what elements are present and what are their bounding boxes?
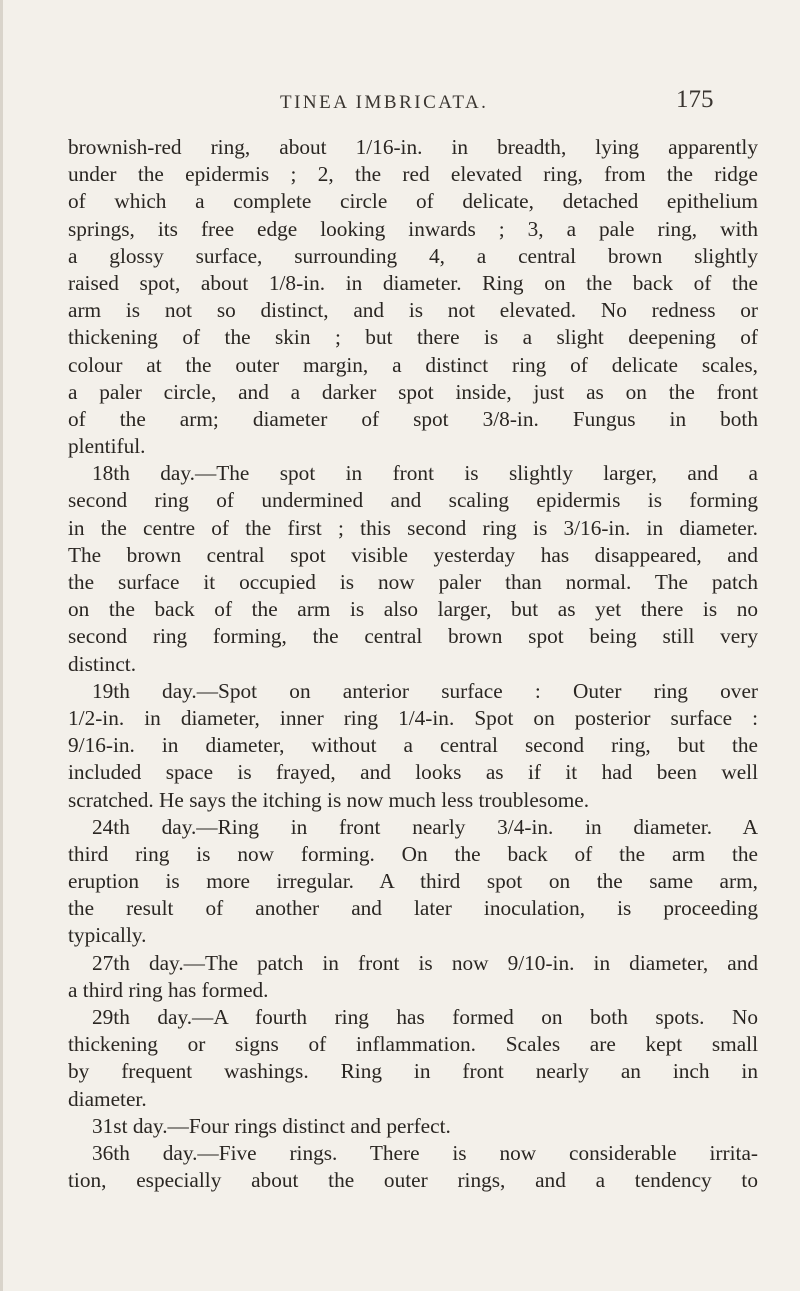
text-line: diameter. [68, 1086, 147, 1111]
text-line: included space is frayed, and looks as if it had been well [68, 760, 758, 785]
text-line: of which a complete circle of delicate, detached epithelium [68, 189, 758, 214]
text-line: scratched. He says the itching is now much less troublesome. [68, 787, 590, 812]
text-line: 18th day.—The spot in front is slightly larger, and a [92, 461, 758, 486]
text-line: 29th day.—A fourth ring has formed on both spots. No [92, 1005, 758, 1029]
text-line: 36th day.—Five rings. There is now considerable irrita- [92, 1140, 758, 1165]
text-line: 9/16-in. in diameter, without a central second ring, but the [68, 733, 758, 758]
text-line: plentiful. [68, 434, 146, 459]
page-edge [0, 0, 3, 1291]
text-line: 31st day.—Four rings distinct and perfect. [92, 1113, 451, 1138]
text-line: brownish-red ring, about 1/16-in. in breadth, lying apparently [68, 135, 758, 159]
text-line: second ring of undermined and scaling epidermis is forming [68, 488, 758, 513]
text-line: 24th day.—Ring in front nearly 3/4-in. in diameter. A [92, 814, 758, 839]
text-line: a paler circle, and a darker spot inside, just as on the front [68, 379, 758, 404]
text-line: eruption is more irregular. A third spot on the same arm, [68, 869, 758, 894]
page-number: 175 [676, 86, 714, 113]
text-line: in the centre of the first ; this second ring is 3/16-in. in diameter. [68, 515, 758, 540]
text-line: thickening or signs of inflammation. Scales are kept small [68, 1032, 758, 1057]
text-line: thickening of the skin ; but there is a slight deepening of [68, 325, 758, 350]
text-line: 1/2-in. in diameter, inner ring 1/4-in. Spot on posterior surface : [68, 705, 758, 730]
text-line: the surface it occupied is now paler than normal. The patch [68, 570, 758, 594]
body-text [68, 134, 758, 1194]
text-line: of the arm; diameter of spot 3/8-in. Fungus in both [68, 406, 758, 431]
text-line: tion, especially about the outer rings, and a tendency to [68, 1168, 758, 1193]
text-line: arm is not so distinct, and is not elevated. No redness or [68, 298, 758, 323]
text-line: the result of another and later inoculation, is proceeding [68, 896, 758, 921]
text-line: a glossy surface, surrounding 4, a central brown slightly [68, 243, 758, 268]
page-header [0, 86, 800, 120]
text-line: raised spot, about 1/8-in. in diameter. Ring on the back of the [68, 270, 758, 295]
text-line: colour at the outer margin, a distinct ring of delicate scales, [68, 352, 758, 377]
text-line: by frequent washings. Ring in front nearly an inch in [68, 1059, 758, 1084]
text-line: on the back of the arm is also larger, but as yet there is no [68, 597, 758, 622]
text-line: distinct. [68, 651, 137, 676]
text-line: 27th day.—The patch in front is now 9/10-in. in diameter, and [92, 950, 758, 975]
text-line: third ring is now forming. On the back of the arm the [68, 841, 758, 866]
text-line: 19th day.—Spot on anterior surface : Outer ring over [92, 678, 758, 703]
text-line: typically. [68, 923, 147, 948]
text-line: springs, its free edge looking inwards ; 3, a pale ring, with [68, 216, 758, 241]
text-line: under the epidermis ; 2, the red elevated ring, from the ridge [68, 162, 758, 187]
text-line: a third ring has formed. [68, 977, 269, 1002]
text-line: The brown central spot visible yesterday has disappeared, and [68, 542, 758, 567]
text-line: second ring forming, the central brown spot being still very [68, 624, 758, 649]
running-title: TINEA IMBRICATA. [280, 92, 489, 113]
